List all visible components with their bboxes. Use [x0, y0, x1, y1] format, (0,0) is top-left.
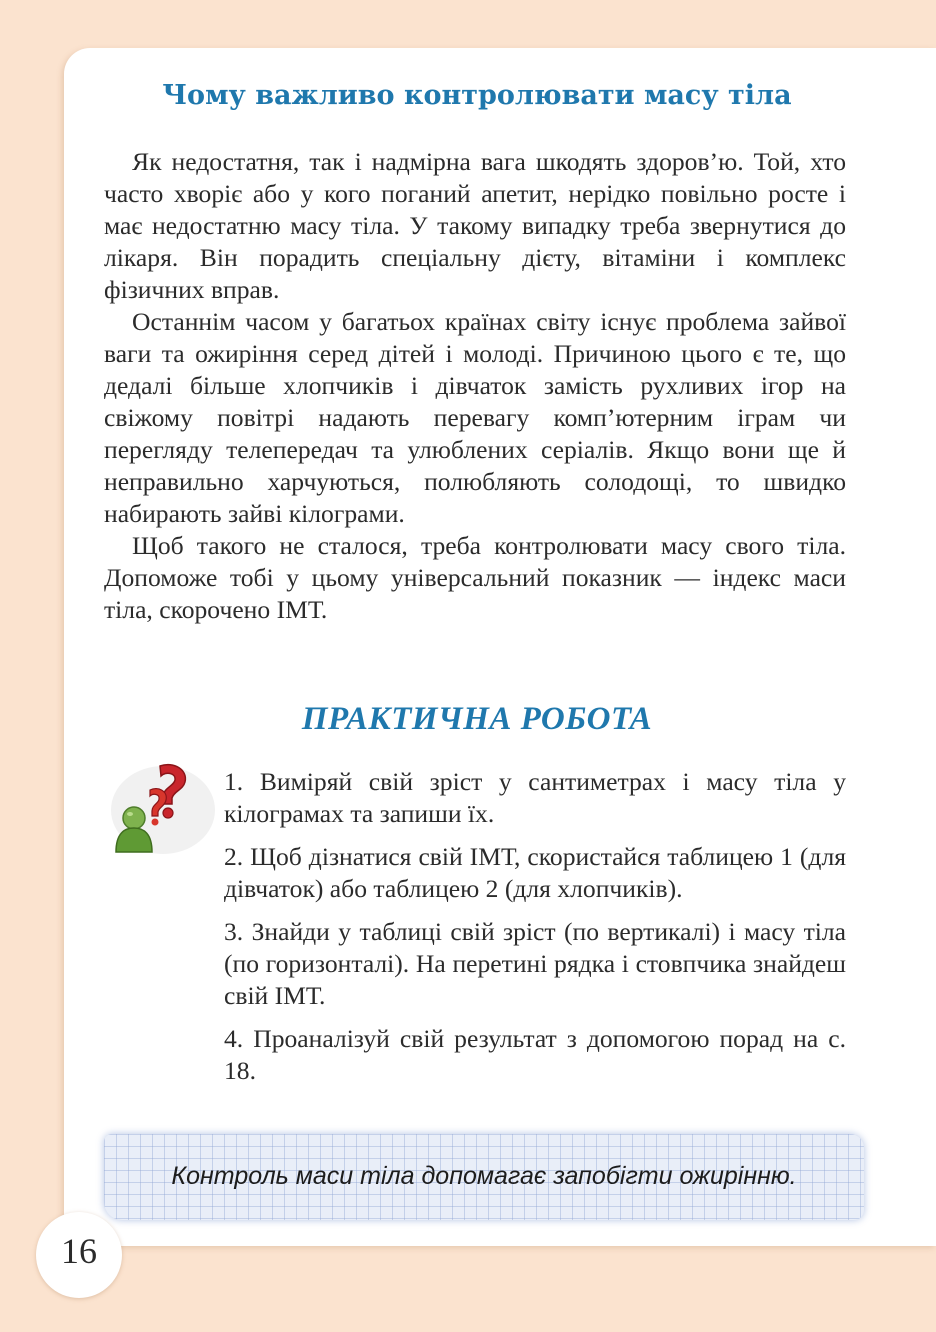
task-item: 1. Виміряй свій зріст у сантиметрах і масу тіла у кілограмах та запиши їх. [224, 767, 846, 828]
paragraph: Останнім часом у багатьох країнах світу існує проблема зайвої ваги та ожиріння серед дітей і молоді. Причиною цього є те, що дедалі більше хлопчиків і дівчаток замість рухливих ігор на свіжому повітрі надають перевагу комп’ютерним іграм чи перегляду телепередач та улюблених серіалів. Якщо вони ще й неправильно харчуються, полюбляють солодощі, то швидко набирають зайві кілограми. [104, 307, 846, 528]
task-item: 4. Проаналізуй свій результат з допомогою порад на с. 18. [224, 1024, 846, 1085]
task-item: 3. Знайди у таблиці свій зріст (по вертикалі) і масу тіла (по горизонталі). На перетині рядка і стовпчика знайдеш свій ІМТ. [224, 917, 846, 1010]
page-number: 16 [61, 1231, 97, 1271]
summary-note: Контроль маси тіла допомагає запобігти ожирінню. [171, 1162, 797, 1190]
summary-note-box [104, 1134, 864, 1220]
practical-heading: ПРАКТИЧНА РОБОТА [301, 701, 653, 737]
page-number-badge [36, 1212, 122, 1298]
paragraph: Щоб такого не сталося, треба контролювати масу свого тіла. Допоможе тобі у цьому універсальний показник — індекс маси тіла, скорочено ІМТ. [104, 531, 846, 624]
task-list [224, 766, 846, 1098]
section-title: Чому важливо контролювати масу тіла [162, 80, 792, 111]
task-item: 2. Щоб дізнатися свій ІМТ, скористайся таблицею 1 (для дівчаток) або таблицею 2 (для хлопчиків). [224, 842, 846, 903]
question-person-icon [108, 760, 218, 860]
paragraph: Як недостатня, так і надмірна вага шкодять здоров’ю. Той, хто часто хворіє або у кого поганий апетит, нерідко повільно росте і має недостатню масу тіла. У такому випадку треба звернутися до лікаря. Він порадить спеціальну дієту, вітаміни і комплекс фізичних вправ. [104, 147, 846, 304]
body-text [104, 146, 846, 626]
